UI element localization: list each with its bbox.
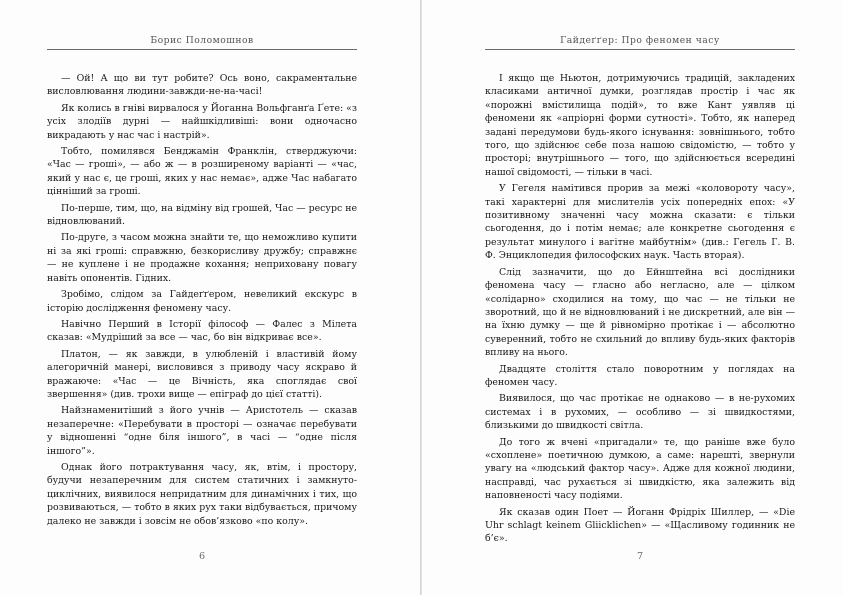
paragraph: Тобто, помилявся Бенджамін Франклін, стверджуючи: «Час — гроші», — або ж — в розширеному варіанті — «час, який у нас є, це гроші, яких у нас немає», адже Час набагато цінніший за гроші.: [47, 146, 357, 198]
paragraph: Двадцяте століття стало поворотним у поглядах на феномен часу.: [485, 363, 795, 388]
paragraph: Як колись в гніві вирвалося у Йоганна Вольфганґа Ґете: «з усіх злодіїв дурні — найшкідливіші: вони одночасно викрадають у нас час і настрій».: [47, 102, 357, 141]
running-head-title: Гайдеґґер: Про феномен часу: [485, 35, 795, 50]
paragraph: Навічно Перший в Історії філософ — Фалес з Мілета сказав: «Мудріший за все — час, бо він відкриває все».: [47, 318, 357, 344]
paragraph: До того ж вчені «пригадали» те, що раніше вже було «схоплене» поетичною думкою, а саме: нарешті, звернули увагу на «людський фактор часу». Адже для кожної людини, насправді, час рухається зі швидкістю, яка залежить від наповненості часу подіями.: [485, 436, 795, 502]
paragraph: У Гегеля намітився прорив за межі «коловороту часу», такі характерні для мислителів усіх попередніх епох: «У позитивному значенні часу можна сказати: є тільки сьогодення, до і потім немає; але конкретне сьогодення є результат минулого і вагітне майбутнім» (див.: Гегель Г. В. Ф. Энциклопедия философских наук. Часть вторая).: [485, 183, 795, 262]
left-page-text: [47, 72, 357, 531]
paragraph: Як сказав один Поет — Йоганн Фрідріх Шиллер, — «Die Uhr schlagt keinem Gliicklichen» — «Щасливому годинник не б’є».: [485, 506, 795, 545]
paragraph: Однак його потрактування часу, як, втім, і простору, будучи незаперечним для систем статичних і замкнуто-циклічних, виявилося непридатним для динамічних і тих, що розвиваються, — тобто в яких рух таки відбувається, причому далеко не завжди і зовсім не обов’язково «по колу».: [47, 461, 357, 527]
page-number: 6: [198, 551, 206, 562]
paragraph: Найзнаменитіший з його учнів — Аристотель — сказав незаперечне: «Перебувати в просторі — означає перебувати у відношенні “одне біля іншого”, в часі — “одне після іншого”».: [47, 405, 357, 457]
right-page-text: [485, 72, 795, 549]
paragraph: По-перше, тим, що, на відміну від грошей, Час — ресурс не відновлюваний.: [47, 202, 357, 228]
paragraph: І якщо ще Ньютон, дотримуючись традицій, закладених класиками античної думки, розглядав простір і час як «порожні вмістилища подій», то вже Кант уявляв ці феномени як «апріорні форми сутності». Тобто, як наперед задані передумови будь-якого існування: зовнішнього, тобто того, що здійснює себе поза нашою свідомістю, — тобто у просторі; внутрішнього — того, що здійснюється всередині нашої свідомості, — тільки в часі.: [485, 73, 795, 178]
left-page: [0, 0, 421, 595]
running-head-author: Борис Поломошнов: [47, 35, 357, 50]
right-page: [422, 0, 843, 595]
page-number: 7: [636, 551, 644, 562]
paragraph: Слід зазначити, що до Ейнштейна всі дослідники феномена часу — гласно або негласно, але — цілком «солідарно» сходилися на тому, що час — не тільки не зворотний, що й не відновлюваний і не дискретний, але він — на їхню думку — ще й рівномірно протікає і — абсолютно суверенний, тобто не схильний до впливу будь-яких факторів впливу на нього.: [485, 266, 795, 359]
paragraph: Зробімо, слідом за Гайдеґґером, невеликий екскурс в історію дослідження феномену часу.: [47, 289, 357, 314]
paragraph: — Ой! А що ви тут робите? Ось воно, сакраментальне висловлювання людини-завжди-не-на-часі!: [47, 73, 357, 98]
paragraph: Платон, — як завжди, в улюбленій і властивій йому алегоричній манері, висловився з приводу часу яскраво й вражаюче: «Час — це Вічність, яка споглядає свої звершення» (див. трохи вище — епіграф до цієї статті).: [47, 348, 357, 400]
paragraph: Виявилося, що час протікає не однаково — в не-рухомих системах і в рухомих, — особливо — зі швидкостями, близькими до швидкості світла.: [485, 393, 795, 432]
paragraph: По-друге, з часом можна знайти те, що неможливо купити ні за які гроші: справжню, безкорисливу дружбу; справжнє — не куплене і не продажне кохання; неприховану повагу навіть опонентів. Гідних.: [47, 232, 357, 284]
